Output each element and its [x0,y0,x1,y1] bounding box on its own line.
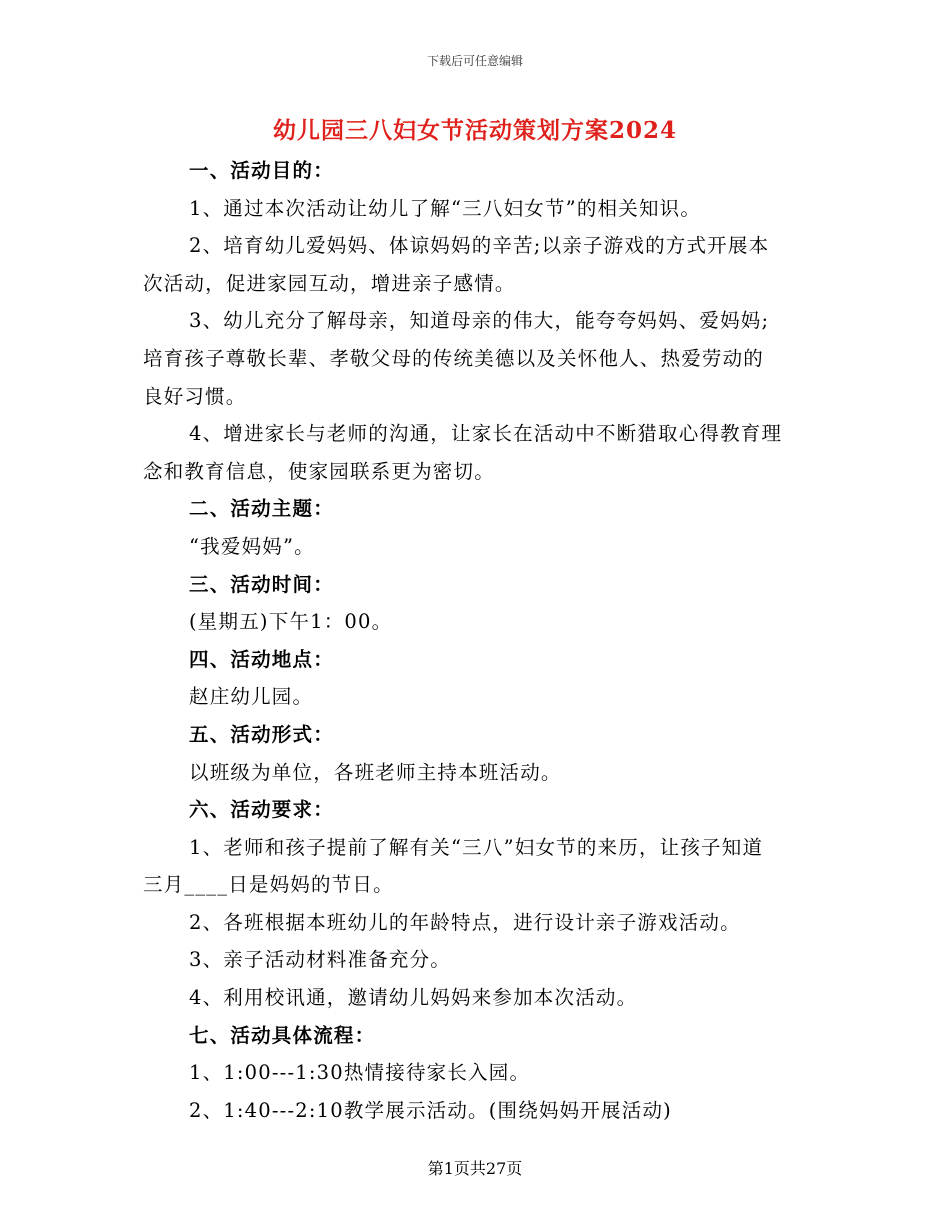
section-heading-time: 三、活动时间： [189,572,334,596]
paragraph-line: 赵庄幼儿园。 [189,685,314,709]
paragraph-line: 培育孩子尊敬长辈、孝敬父母的传统美德以及关怀他人、热爱劳动的 [143,346,765,370]
paragraph-line: 3、亲子活动材料准备充分。 [189,948,452,972]
document-body [143,152,813,1129]
paragraph-line: 念和教育信息，使家园联系更为密切。 [143,459,495,483]
paragraph-line: 3、幼儿充分了解母亲，知道母亲的伟大，能夸夸妈妈、爱妈妈; [189,309,770,333]
paragraph-line: 次活动，促进家园互动，增进亲子感情。 [143,271,516,295]
paragraph-line: 4、利用校讯通，邀请幼儿妈妈来参加本次活动。 [189,986,638,1010]
paragraph-line: 2、培育幼儿爱妈妈、体谅妈妈的辛苦;以亲子游戏的方式开展本 [189,234,770,258]
paragraph-line: 三月____日是妈妈的节日。 [143,873,394,897]
paragraph-line: 1、老师和孩子提前了解有关“三八”妇女节的来历，让孩子知道 [189,835,764,859]
section-heading-requirements: 六、活动要求： [189,798,334,822]
section-heading-process: 七、活动具体流程： [189,1023,376,1047]
paragraph-line: 良好习惯。 [143,384,247,408]
paragraph-line: “我爱妈妈”。 [189,534,315,558]
page-number: 第1页共27页 [427,1159,523,1178]
section-heading-format: 五、活动形式： [189,722,334,746]
section-heading-purpose: 一、活动目的： [189,159,334,182]
paragraph-line: (星期五)下午1：00。 [189,610,393,634]
section-heading-theme: 二、活动主题： [189,497,334,521]
paragraph-line: 2、各班根据本班幼儿的年龄特点，进行设计亲子游戏活动。 [189,910,741,934]
header-note: 下载后可任意编辑 [426,54,523,68]
paragraph-line: 1、通过本次活动让幼儿了解“三八妇女节”的相关知识。 [189,196,702,220]
paragraph-line: 以班级为单位，各班老师主持本班活动。 [189,760,562,784]
section-heading-location: 四、活动地点： [189,647,334,671]
paragraph-line: 2、1:40---2:10教学展示活动。(围绕妈妈开展活动) [189,1098,672,1122]
document-title: 幼儿园三八妇女节活动策划方案2024 [272,117,677,144]
paragraph-line: 1、1:00---1:30热情接待家长入园。 [189,1061,531,1085]
paragraph-line: 4、增进家长与老师的沟通，让家长在活动中不断猎取心得教育理 [189,422,783,446]
